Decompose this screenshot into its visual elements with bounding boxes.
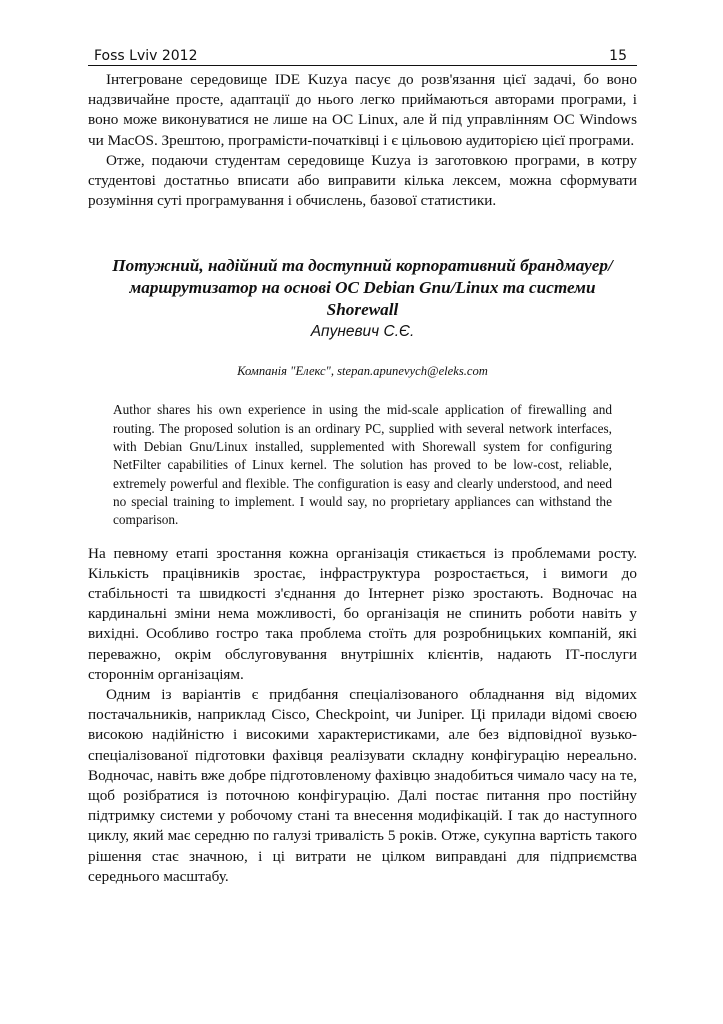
intro-paragraph-2: Отже, подаючи студентам середовище Kuzya із заготовкою програми, в котру студентові достатньо вписати або виправити кілька лексем, можна сформувати розуміння суті програмування і обчислень, базової статистики. (88, 151, 637, 210)
document-page (88, 48, 637, 887)
article-abstract: Author shares his own experience in using the mid-scale application of firewalling and routing. The proposed solution is an ordinary PC, supplied with several network interfaces, with Debian Gnu/Linux installed, supplemented with Shorewall system for configuring NetFilter capabilities of Linux kernel. The solution has proved to be low-cost, reliable, extremely powerful and flexible. The configuration is easy and clearly understood, and need no special training to implement. I would say, no proprietary appliances can withstand the comparison. (113, 402, 612, 528)
article-title: Потужний, надійний та доступний корпоративний брандмауер/маршрутизатор на основі ОС Debian Gnu/Linux та системи Shorewall (112, 256, 613, 320)
body-paragraph-2: Одним із варіантів є придбання спеціалізованого обладнання від відомих постачальників, наприклад Cisco, Checkpoint, чи Juniper. Ці прилади відомі своєю високою надійністю і високими характеристиками, але без відповідної вузько-спеціалізованої підготовки фахівця реалізувати складну конфігурацію нереально. Водночас, навіть вже добре підготовленому фахівцю знадобиться чимало часу на те, щоб розібратися із поточною конфігурацію. Далі постає питання про постійну підтримку системи у робочому стані та внесення модифікацій. І так до наступного циклу, який має середню по галузі тривалість 5 років. Отже, сукупна вартість такого рішення стає значною, і ці витрати не цілком виправдані для підприємства середнього масштабу. (88, 685, 637, 885)
body-paragraph-1: На певному етапі зростання кожна організація стикається із проблемами росту. Кількість працівників зростає, інфраструктура розростається, і вимоги до стабільності та швидкості з'єднання до Інтернет різко зростають. Водночас на кардинальні зміни нема можливості, бо організація не спинить роботи навіть у вихідні. Особливо гостро така проблема стоїть для розробницьких компаній, які переважно, окрім обслуговування внутрішніх клієнтів, надають ІТ-послуги стороннім організаціям. (88, 544, 637, 683)
running-header (88, 48, 637, 66)
article-affiliation: Компанія "Елекс", stepan.apunevych@eleks.com (237, 364, 488, 379)
article-author: Апуневич С.Є. (310, 323, 415, 341)
header-conference-name: Foss Lviv 2012 (94, 48, 198, 64)
article-body (88, 544, 637, 887)
intro-paragraph-1: Інтегроване середовище IDE Kuzya пасує до розв'язання цієї задачі, бо воно надзвичайне просте, адаптації до нього легко приймаються авторами програми, і воно може виконуватися не лише на ОС Linux, але й під управлінням ОС Windows чи MacOS. Зрештою, програмісти-початківці і є цільовою аудиторією цієї програми. (88, 71, 637, 149)
page-number: 15 (609, 48, 627, 64)
section-gap (88, 211, 637, 255)
